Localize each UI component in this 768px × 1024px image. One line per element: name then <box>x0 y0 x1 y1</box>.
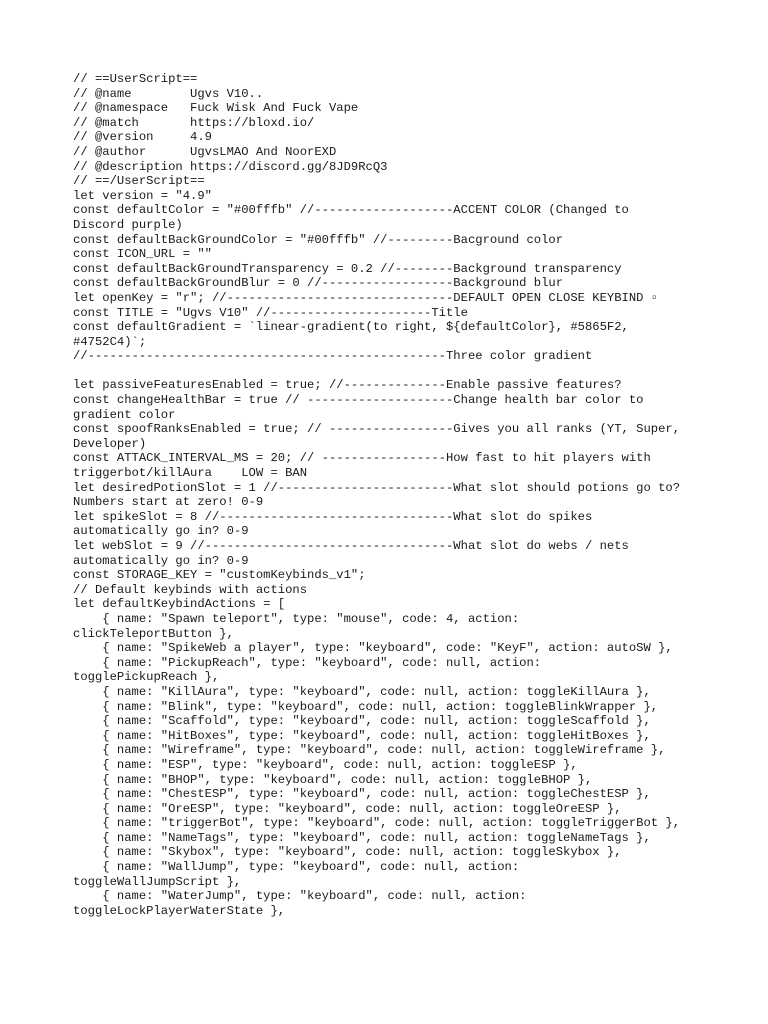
code-line: const spoofRanksEnabled = true; // -----------------Gives you all ranks (YT, Super, <box>73 422 681 437</box>
code-line: clickTeleportButton }, <box>73 626 234 641</box>
code-line: triggerbot/killAura LOW = BAN <box>73 466 308 481</box>
code-line: // ==UserScript== <box>73 72 198 86</box>
code-line: { name: "Skybox", type: "keyboard", code: null, action: toggleSkybox }, <box>73 845 622 860</box>
code-line: gradient color <box>73 407 176 422</box>
code-line: let defaultKeybindActions = [ <box>73 597 286 612</box>
code-line: { name: "Scaffold", type: "keyboard", code: null, action: toggleScaffold }, <box>73 714 651 729</box>
code-line: let desiredPotionSlot = 1 //------------------------What slot should potions go to? <box>73 480 681 495</box>
code-line: Developer) <box>73 436 147 451</box>
code-line: togglePickupReach }, <box>73 670 220 685</box>
code-line: const STORAGE_KEY = "customKeybinds_v1"; <box>73 568 366 583</box>
code-line: { name: "triggerBot", type: "keyboard", code: null, action: toggleTriggerBot }, <box>73 816 681 831</box>
code-line: // Default keybinds with actions <box>73 582 308 597</box>
code-line <box>73 364 713 379</box>
code-line: const ATTACK_INTERVAL_MS = 20; // -----------------How fast to hit players with <box>73 451 651 466</box>
code-line: // @match https://bloxd.io/ <box>73 115 315 130</box>
code-line: let webSlot = 9 //----------------------------------What slot do webs / nets <box>73 539 629 553</box>
code-line: automatically go in? 0-9 <box>73 524 249 539</box>
code-line: const ICON_URL = "" <box>73 247 212 262</box>
code-line: // @namespace Fuck Wisk And Fuck Vape <box>73 101 359 116</box>
code-line: // @author UgvsLMAO And NoorEXD <box>73 144 337 159</box>
code-line: const defaultBackGroundColor = "#00fffb" //---------Bacground color <box>73 232 564 247</box>
code-line: { name: "WaterJump", type: "keyboard", code: null, action: <box>73 889 527 904</box>
code-line: //-------------------------------------------------Three color gradient <box>73 349 593 364</box>
code-line: { name: "BHOP", type: "keyboard", code: null, action: toggleBHOP }, <box>73 772 593 787</box>
code-line: { name: "NameTags", type: "keyboard", code: null, action: toggleNameTags }, <box>73 830 651 845</box>
code-line: toggleLockPlayerWaterState }, <box>73 903 286 918</box>
code-line: { name: "Blink", type: "keyboard", code: null, action: toggleBlinkWrapper }, <box>73 699 659 714</box>
code-line: let openKey = "r"; //-------------------------------DEFAULT OPEN CLOSE KEYBIND ▫ <box>73 290 659 305</box>
code-line: { name: "Spawn teleport", type: "mouse", code: 4, action: <box>73 611 520 626</box>
code-line: const defaultGradient = `linear-gradient(to right, ${defaultColor}, #5865F2, <box>73 320 629 335</box>
code-line: { name: "WallJump", type: "keyboard", code: null, action: <box>73 860 520 875</box>
code-line: const changeHealthBar = true // --------------------Change health bar color to <box>73 393 644 408</box>
code-line: automatically go in? 0-9 <box>73 553 249 568</box>
code-line: { name: "KillAura", type: "keyboard", code: null, action: toggleKillAura }, <box>73 684 651 699</box>
code-line: toggleWallJumpScript }, <box>73 874 242 889</box>
code-line: { name: "ESP", type: "keyboard", code: null, action: toggleESP }, <box>73 757 578 772</box>
code-line: { name: "Wireframe", type: "keyboard", code: null, action: toggleWireframe }, <box>73 743 666 758</box>
code-line: // @version 4.9 <box>73 130 212 145</box>
code-line: { name: "PickupReach", type: "keyboard", code: null, action: <box>73 655 542 670</box>
code-line: { name: "SpikeWeb a player", type: "keyboard", code: "KeyF", action: autoSW }, <box>73 641 673 656</box>
code-line: { name: "ChestESP", type: "keyboard", code: null, action: toggleChestESP }, <box>73 787 651 802</box>
code-line: Discord purple) <box>73 217 183 232</box>
code-line: const defaultColor = "#00fffb" //-------------------ACCENT COLOR (Changed to <box>73 203 629 218</box>
code-line: const TITLE = "Ugvs V10" //----------------------Title <box>73 305 468 320</box>
code-line: let passiveFeaturesEnabled = true; //--------------Enable passive features? <box>73 378 622 393</box>
code-line: { name: "OreESP", type: "keyboard", code: null, action: toggleOreESP }, <box>73 801 622 816</box>
code-text-block <box>73 72 713 918</box>
code-line: // @name Ugvs V10.. <box>73 86 264 101</box>
code-line: const defaultBackGroundTransparency = 0.2 //--------Background transparency <box>73 261 622 276</box>
code-line: Numbers start at zero! 0-9 <box>73 495 264 510</box>
code-line: #4752C4)`; <box>73 334 147 349</box>
code-line: let spikeSlot = 8 //--------------------------------What slot do spikes <box>73 509 593 524</box>
code-line: // ==/UserScript== <box>73 174 205 189</box>
code-line: { name: "HitBoxes", type: "keyboard", code: null, action: toggleHitBoxes }, <box>73 728 651 743</box>
code-line: // @description https://discord.gg/8JD9RcQ3 <box>73 159 388 174</box>
code-line: const defaultBackGroundBlur = 0 //------------------Background blur <box>73 276 564 291</box>
code-line: let version = "4.9" <box>73 188 212 203</box>
